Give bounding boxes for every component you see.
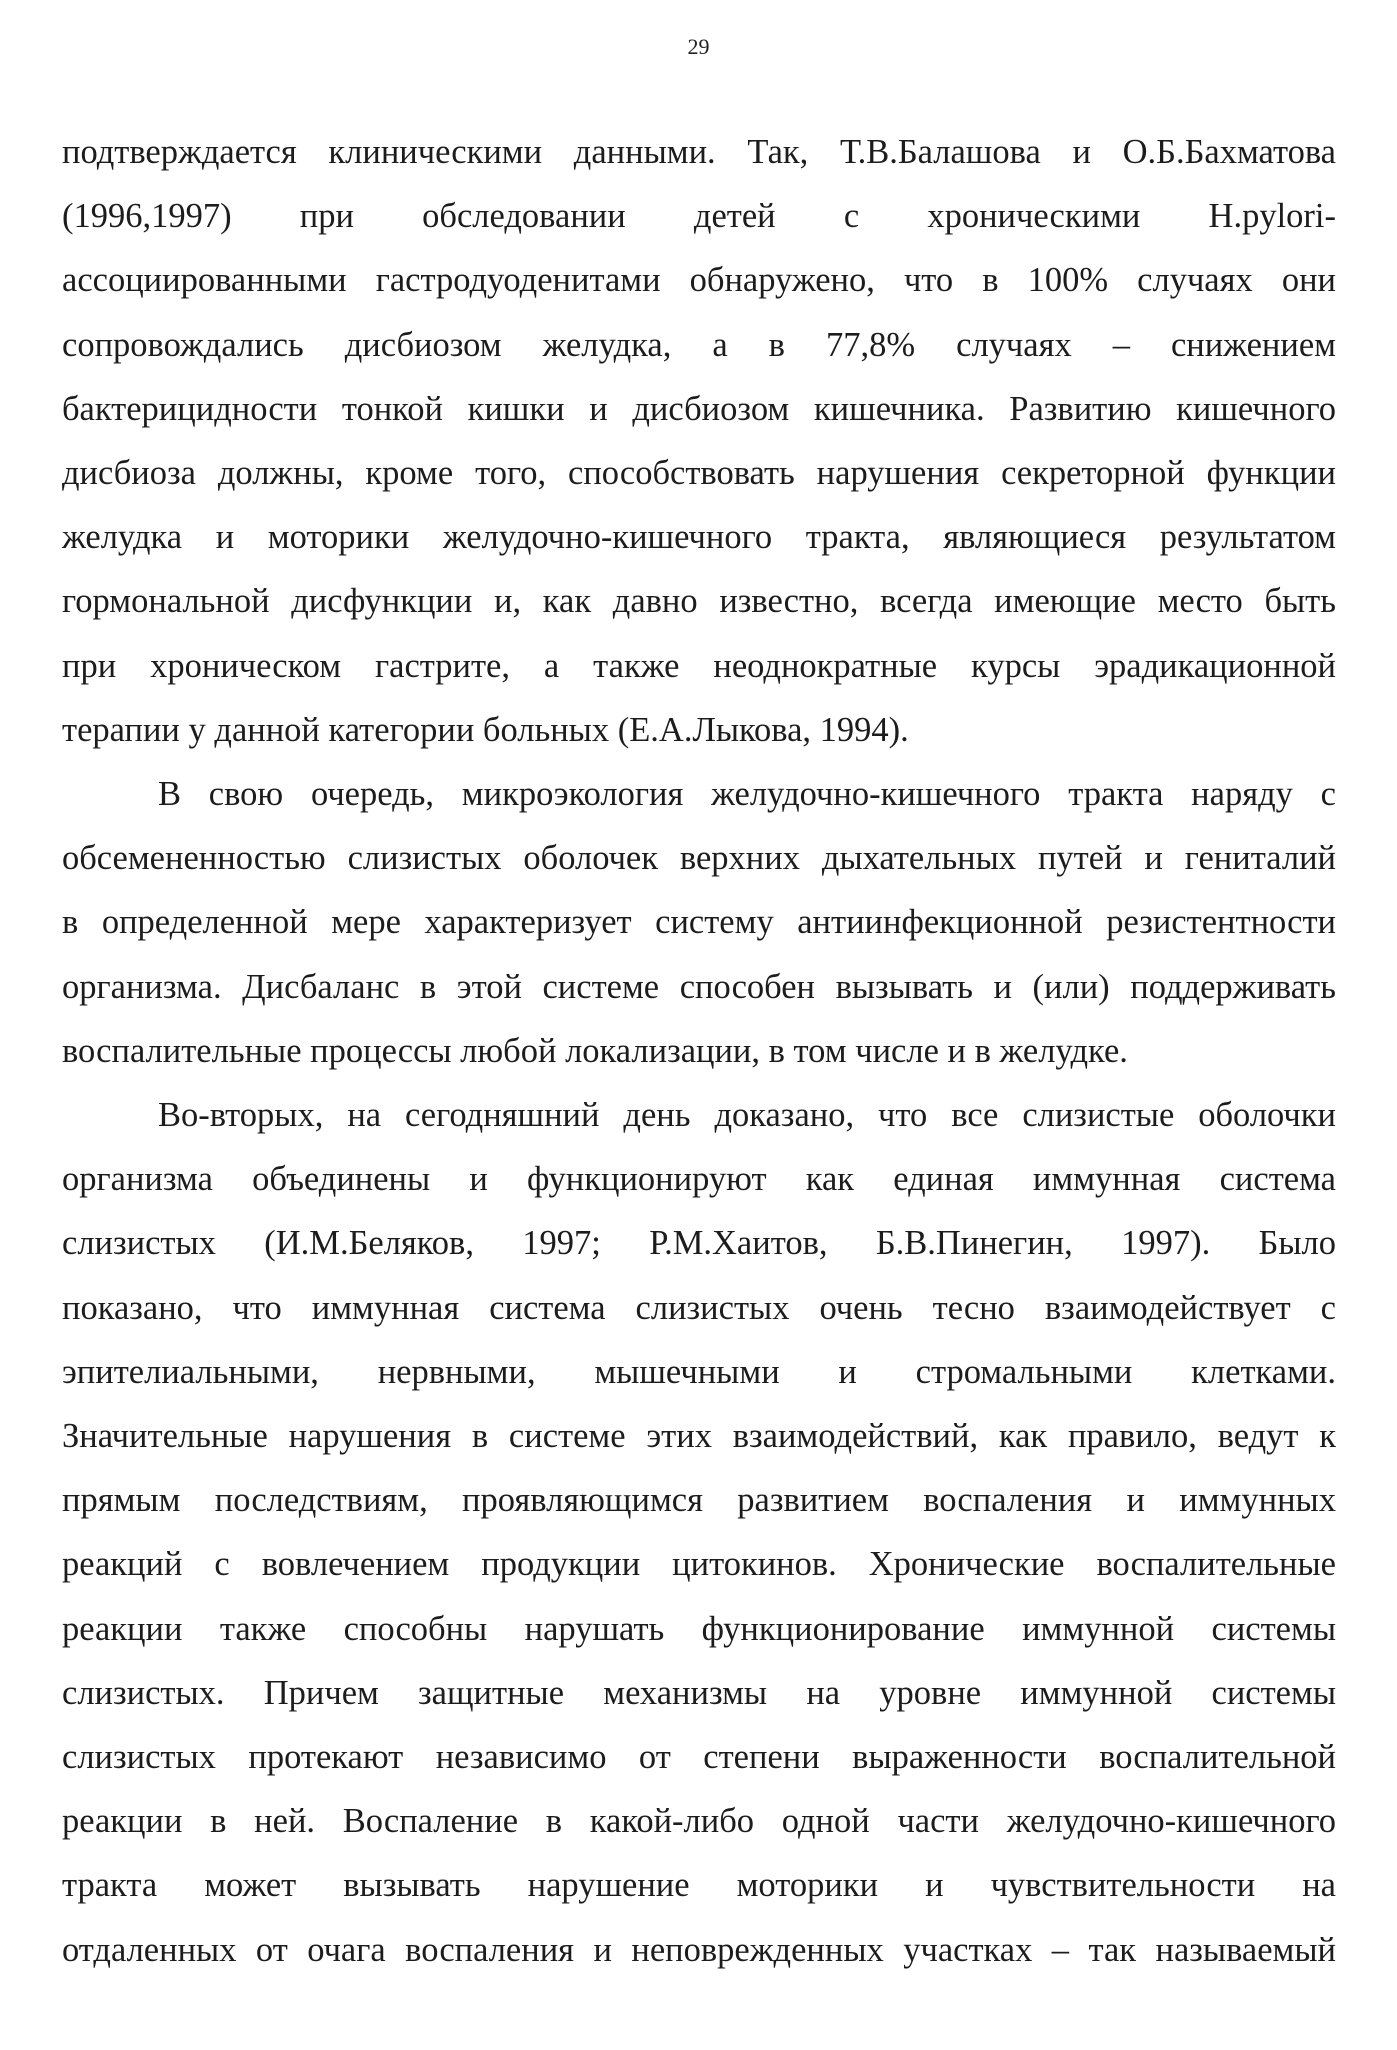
text-line: терапии у данной категории больных (Е.А.Лыкова, 1994). — [62, 710, 909, 749]
text-line: прямым последствиям, проявляющимся развитием воспаления и иммунных — [62, 1481, 1336, 1520]
text-line: показано, что иммунная система слизистых очень тесно взаимодействует с — [62, 1288, 1336, 1327]
text-line: реакций с вовлечением продукции цитокинов. Хронические воспалительные — [62, 1545, 1336, 1584]
text-line: (1996,1997) при обследовании детей с хроническими H.pylori- — [62, 197, 1336, 236]
paragraph-2 — [62, 762, 1336, 1083]
text-line: В свою очередь, микроэкология желудочно-кишечного тракта наряду с — [158, 775, 1336, 814]
text-line: желудка и моторики желудочно-кишечного тракта, являющиеся результатом — [62, 518, 1336, 557]
text-line: ассоциированными гастродуоденитами обнаружено, что в 100% случаях они — [62, 261, 1336, 300]
text-line: реакции в ней. Воспаление в какой-либо одной части желудочно-кишечного — [62, 1802, 1336, 1841]
text-line: дисбиоза должны, кроме того, способствовать нарушения секреторной функции — [62, 454, 1336, 493]
text-line: организма. Дисбаланс в этой системе способен вызывать и (или) поддерживать — [62, 967, 1336, 1006]
paragraph-1 — [62, 120, 1336, 762]
text-line: подтверждается клиническими данными. Так, Т.В.Балашова и О.Б.Бахматова — [62, 133, 1336, 171]
text-line: гормональной дисфункции и, как давно известно, всегда имеющие место быть — [62, 582, 1336, 621]
paragraph-3 — [62, 1083, 1336, 1982]
text-line: Значительные нарушения в системе этих взаимодействий, как правило, ведут к — [62, 1417, 1336, 1456]
text-line: сопровождались дисбиозом желудка, а в 77,8% случаях – снижением — [62, 325, 1336, 364]
text-line: слизистых протекают независимо от степени выраженности воспалительной — [62, 1738, 1336, 1777]
text-line: бактерицидности тонкой кишки и дисбиозом кишечника. Развитию кишечного — [62, 389, 1336, 428]
text-line: тракта может вызывать нарушение моторики и чувствительности на — [62, 1866, 1336, 1905]
text-line: при хроническом гастрите, а также неоднократные курсы эрадикационной — [62, 646, 1336, 685]
text-line: слизистых (И.М.Беляков, 1997; Р.М.Хаитов, Б.В.Пинегин, 1997). Было — [62, 1224, 1336, 1263]
page-number: 29 — [687, 34, 710, 59]
text-line: реакции также способны нарушать функционирование иммунной системы — [62, 1609, 1336, 1648]
text-line: слизистых. Причем защитные механизмы на уровне иммунной системы — [62, 1673, 1336, 1712]
text-line: обсемененностью слизистых оболочек верхних дыхательных путей и гениталий — [62, 839, 1336, 878]
text-line: в определенной мере характеризует систему антиинфекционной резистентности — [62, 903, 1336, 942]
text-line: Во-вторых, на сегодняшний день доказано, что все слизистые оболочки — [158, 1096, 1336, 1135]
text-line: отдаленных от очага воспаления и неповрежденных участках – так называемый — [62, 1930, 1336, 1969]
text-line: организма объединены и функционируют как единая иммунная система — [62, 1160, 1336, 1199]
text-line: эпителиальными, нервными, мышечными и стромальными клетками. — [62, 1352, 1336, 1391]
body-text — [62, 120, 1336, 1982]
text-line: воспалительные процессы любой локализации, в том числе и в желудке. — [62, 1031, 1128, 1070]
